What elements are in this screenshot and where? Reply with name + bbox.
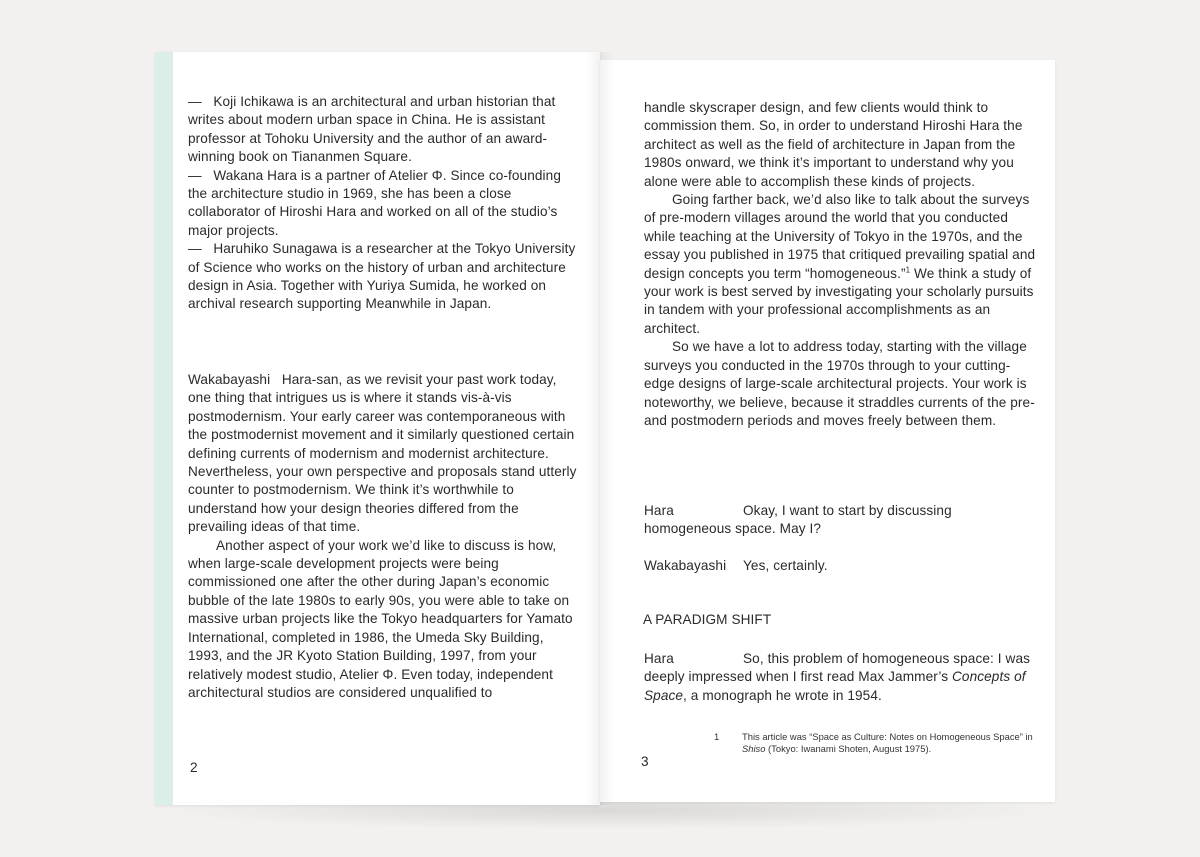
page-number-left: 2 xyxy=(190,760,198,775)
dialog-hara-2-text-b: , a monograph he wrote in 1954. xyxy=(683,687,882,703)
footnote-ref: 1 xyxy=(905,265,911,275)
dialog-hara-2-text xyxy=(644,650,1036,705)
speaker-wakabayashi: Wakabayashi xyxy=(188,372,271,387)
bio-haruhiko-sunagawa: — Haruhiko Sunagawa is a researcher at the Tokyo University of Science who works on the history of urban and architecture design in Asia. Together with Yuriya Sumida, he worked on archival research supporting Meanwhile in Japan. xyxy=(188,241,576,312)
page-number-right: 3 xyxy=(641,754,649,769)
book-gutter xyxy=(585,52,615,805)
speaker-hara-2: Hara xyxy=(644,651,674,666)
footnote-text-a: This article was “Space as Culture: Notes on Homogeneous Space” in xyxy=(742,731,1033,742)
dialog-wakabayashi xyxy=(644,557,1036,575)
dialog-hara-1-text: Okay, I want to start by discussing homogeneous space. May I? xyxy=(644,503,952,537)
bio-wakana-hara: — Wakana Hara is a partner of Atelier Φ. Since co-founding the architecture studio in 1969, she has been a close collaborator of Hiroshi Hara and worked on all of the studio’s major projects. xyxy=(188,167,561,238)
left-paragraph-2: Another aspect of your work we’d like to discuss is how, when large-scale development projects were being commissioned one after the other during Japan’s economic bubble of the late 1980s to early 90s, you were able to take on massive urban projects like the Tokyo headquarters for Yamato International, completed in 1986, the Umeda Sky Building, 1993, and the JR Kyoto Station Building, 1997, from your relatively modest studio, Atelier Φ. Even today, independent architectural studios are considered unqualified to xyxy=(188,537,573,700)
left-paragraph-1-text: Hara-san, as we revisit your past work today, one thing that intrigues us is where it stands vis-à-vis postmodernism. Your early career was contemporaneous with the postmodernist movement and it similarly questioned certain defining currents of modernism and modernist architecture. Nevertheless, your own perspective and proposals stand utterly counter to postmodernism. We think it’s worthwhile to understand how your design theories differed from the prevailing ideas of that time. xyxy=(188,372,577,535)
dialog-hara-1 xyxy=(644,502,1036,539)
speaker-hara: Hara xyxy=(644,503,674,518)
footnote-journal: Shiso xyxy=(742,743,766,755)
bio-koji-ichikawa: — Koji Ichikawa is an architectural and urban historian that writes about modern urban space in China. He is assistant professor at Tohoku University and the author of an award-winning book on Tiananmen Square. xyxy=(188,94,556,165)
right-paragraph-3: So we have a lot to address today, starting with the village surveys you conducted in the 1970s through to your cutting-edge designs of large-scale architectural projects. Your work is noteworthy, we believe, because it straddles currents of the pre- and postmodern periods and moves freely between them. xyxy=(644,339,1035,428)
footnote xyxy=(714,731,1034,756)
dialog-hara-2 xyxy=(644,650,1036,705)
footnote-text xyxy=(742,731,1034,756)
contributor-bios xyxy=(188,93,580,314)
dialog-wakabayashi-text: Yes, certainly. xyxy=(743,558,828,573)
right-paragraph-1: handle skyscraper design, and few clients would think to commission them. So, in order to understand Hiroshi Hara the architect as well as the field of architecture in Japan from the 1980s onward, we think it’s important to understand why you alone were able to accomplish these kinds of projects. xyxy=(644,100,1023,189)
book-title: Concepts of Space xyxy=(644,669,1026,703)
right-paragraph-2 xyxy=(644,191,1036,338)
left-paragraph-1 xyxy=(188,371,580,537)
right-paragraph-2-text-b: We think a study of your work is best served by investigating your scholarly pursuits in tandem with your professional accomplishments as an architect. xyxy=(644,265,1034,336)
section-heading: A PARADIGM SHIFT xyxy=(643,612,772,627)
right-paragraph-2-text-a: Going farther back, we’d also like to talk about the surveys of pre-modern villages around the world that you conducted while teaching at the University of Tokyo in the 1970s, and the essay you published in 1975 that critiqued prevailing spatial and design concepts you term “homogeneous.” xyxy=(644,192,1036,281)
right-interview-text xyxy=(644,99,1036,430)
speaker-wakabayashi-2: Wakabayashi xyxy=(644,558,727,573)
footnote-text-b: (Tokyo: Iwanami Shoten, August 1975). xyxy=(765,743,932,755)
left-interview-text xyxy=(188,371,580,702)
dialog-hara-2-text-a: So, this problem of homogeneous space: I was deeply impressed when I first read Max Jammer’s xyxy=(644,651,1031,685)
footnote-number: 1 xyxy=(714,731,720,742)
